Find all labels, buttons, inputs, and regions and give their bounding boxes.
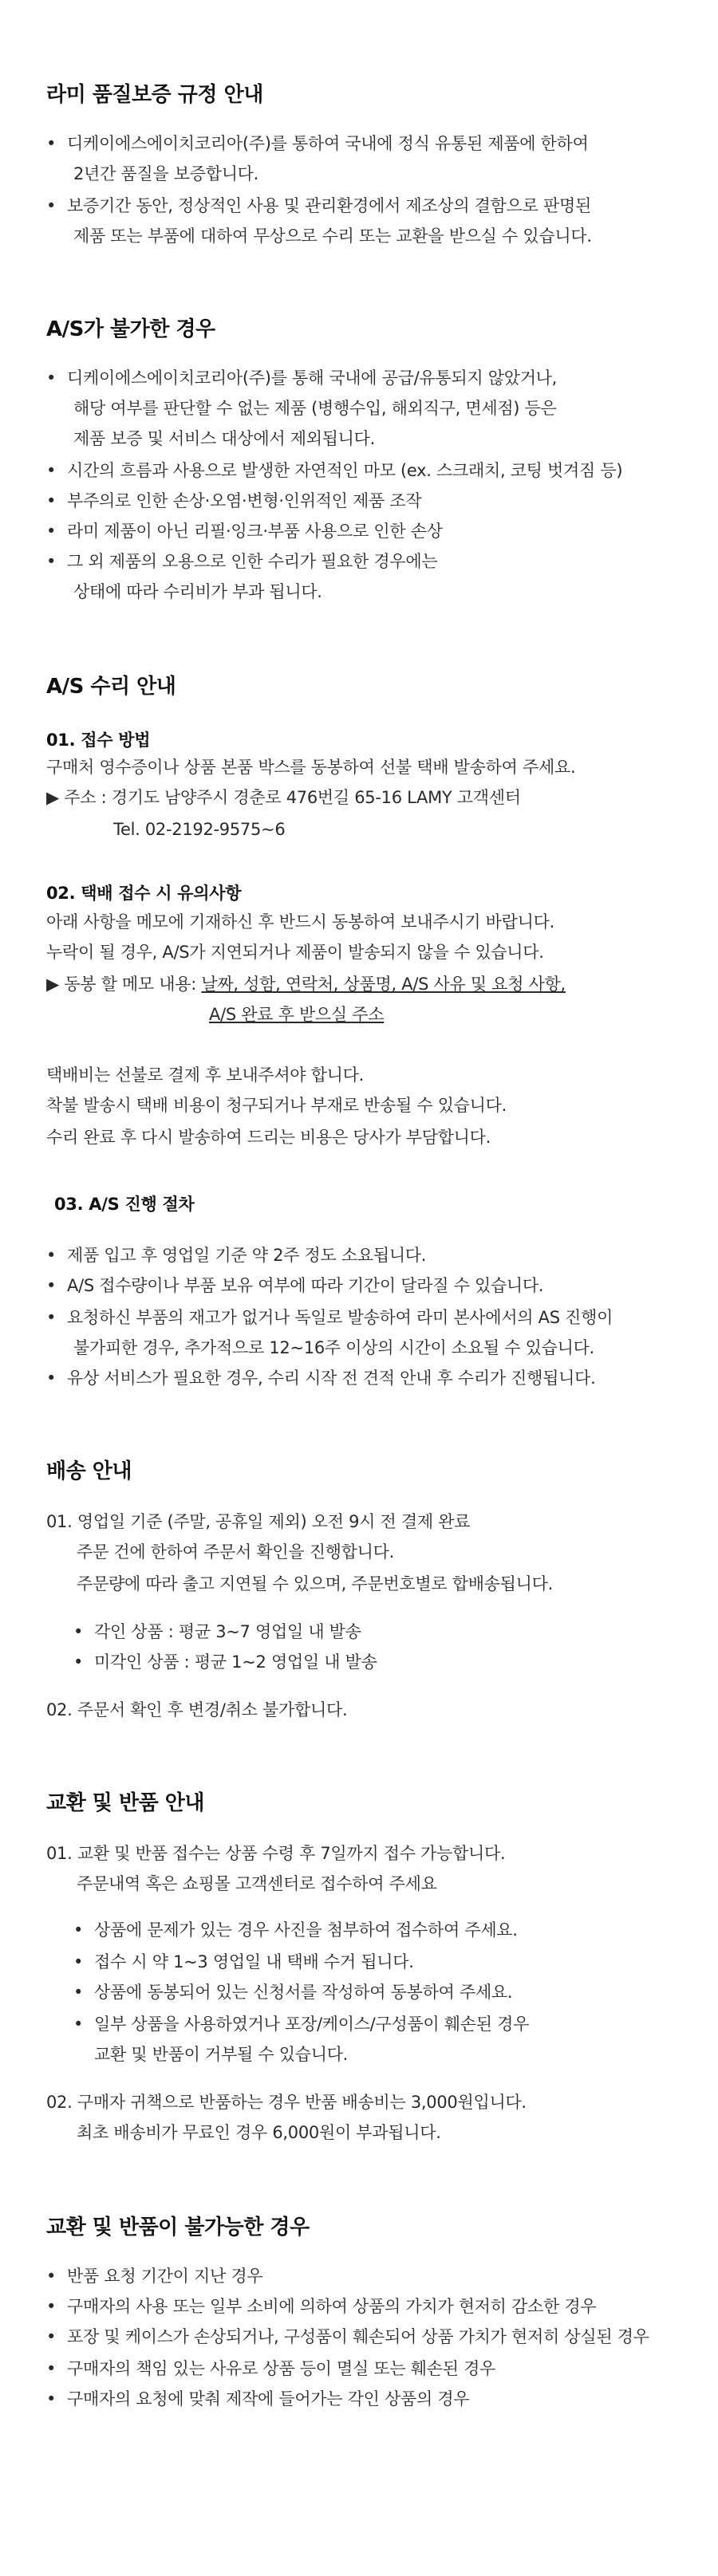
fee-line2: 착불 발송시 택배 비용이 청구되거나 부재로 반송될 수 있습니다. bbox=[46, 1096, 507, 1115]
bullet-icon: • bbox=[46, 196, 57, 215]
bullet-icon: • bbox=[46, 1308, 57, 1327]
bullet-icon: • bbox=[46, 1246, 57, 1265]
step1-tel: Tel. 02-2192-9575~6 bbox=[113, 820, 286, 839]
exchange-bullet-3: • 상품에 동봉되어 있는 신청서를 작성하여 동봉하여 주세요. bbox=[73, 1983, 513, 2002]
exchange-unavailable-item-2: • 구매자의 사용 또는 일부 소비에 의하여 상품의 가치가 현저히 감소한 경우 bbox=[46, 2297, 597, 2316]
shipping-line3: 주문량에 따라 출고 지연될 수 있으며, 주문번호별로 합배송됩니다. bbox=[77, 1574, 553, 1593]
exchange-unavailable-item-4: • 구매자의 책임 있는 사유로 상품 등이 멸실 또는 훼손된 경우 bbox=[46, 2359, 496, 2378]
step1-line1: 구매처 영수증이나 상품 본품 박스를 동봉하여 선불 택배 발송하여 주세요. bbox=[46, 758, 576, 777]
quality-item-2-cont: 제품 또는 부품에 대하여 무상으로 수리 또는 교환을 받으실 수 있습니다. bbox=[73, 226, 592, 246]
step3-item-1: • 제품 입고 후 영업일 기준 약 2주 정도 소요됩니다. bbox=[46, 1246, 427, 1265]
bullet-icon: • bbox=[73, 2015, 84, 2034]
memo-content-cont: A/S 완료 후 받으실 주소 bbox=[209, 1005, 385, 1024]
bullet-icon: • bbox=[73, 1920, 84, 1940]
step2-line2: 누락이 될 경우, A/S가 지연되거나 제품이 발송되지 않을 수 있습니다. bbox=[46, 943, 544, 962]
bullet-icon: • bbox=[46, 134, 57, 153]
bullet-icon: • bbox=[46, 552, 57, 571]
bullet-icon: • bbox=[46, 2327, 57, 2346]
shipping-bullet-1: • 각인 상품 : 평균 3~7 영업일 내 발송 bbox=[73, 1622, 361, 1641]
bullet-icon: • bbox=[46, 1276, 57, 1295]
exchange-bullet-2: • 접수 시 약 1~3 영업일 내 택배 수거 됩니다. bbox=[73, 1952, 414, 1971]
exchange-line1: 01. 교환 및 반품 접수는 상품 수령 후 7일까지 접수 가능합니다. bbox=[46, 1844, 506, 1863]
quality-title: 라미 품질보증 규정 안내 bbox=[46, 83, 263, 107]
shipping-bullet-2: • 미각인 상품 : 평균 1~2 영업일 내 발송 bbox=[73, 1652, 377, 1672]
exchange-unavailable-title: 교환 및 반품이 불가능한 경우 bbox=[46, 2216, 310, 2239]
step2-line1: 아래 사항을 메모에 기재하신 후 반드시 동봉하여 보내주시기 바랍니다. bbox=[46, 912, 554, 932]
shipping-line2: 주문 건에 한하여 주문서 확인을 진행합니다. bbox=[77, 1542, 394, 1562]
bullet-icon: • bbox=[46, 2267, 57, 2286]
quality-item-1-cont: 2년간 품질을 보증합니다. bbox=[73, 164, 259, 183]
step3-item-4: • 유상 서비스가 필요한 경우, 수리 시작 전 견적 안내 후 수리가 진행됩니다. bbox=[46, 1369, 596, 1388]
bullet-icon: • bbox=[46, 522, 57, 541]
quality-item-2: • 보증기간 동안, 정상적인 사용 및 관리환경에서 제조상의 결함으로 판명된 bbox=[46, 196, 591, 215]
bullet-icon: • bbox=[46, 491, 57, 510]
bullet-icon: • bbox=[73, 1983, 84, 2002]
shipping-line4: 02. 주문서 확인 후 변경/취소 불가합니다. bbox=[46, 1700, 348, 1719]
bullet-icon: • bbox=[46, 1369, 57, 1388]
step3-title: 03. A/S 진행 절차 bbox=[54, 1195, 195, 1214]
exchange-line3: 02. 구매자 귀책으로 반품하는 경우 반품 배송비는 3,000원입니다. bbox=[46, 2093, 527, 2112]
exchange-unavailable-item-1: • 반품 요청 기간이 지난 경우 bbox=[46, 2267, 263, 2286]
as-unavailable-item-4: • 라미 제품이 아닌 리필·잉크·부품 사용으로 인한 손상 bbox=[46, 522, 443, 541]
bullet-icon: • bbox=[73, 1952, 84, 1971]
step3-item-2: • A/S 접수량이나 부품 보유 여부에 따라 기간이 달라질 수 있습니다. bbox=[46, 1276, 544, 1295]
bullet-icon: • bbox=[46, 2359, 57, 2378]
quality-item-1: • 디케이에스에이치코리아(주)를 통하여 국내에 정식 유통된 제품에 한하여 bbox=[46, 134, 589, 153]
shipping-line1: 01. 영업일 기준 (주말, 공휴일 제외) 오전 9시 전 결제 완료 bbox=[46, 1512, 471, 1531]
bullet-icon: • bbox=[46, 2297, 57, 2316]
shipping-title: 배송 안내 bbox=[46, 1459, 132, 1483]
as-unavailable-title: A/S가 불가한 경우 bbox=[46, 317, 215, 341]
bullet-icon: • bbox=[46, 461, 57, 480]
exchange-unavailable-item-5: • 구매자의 요청에 맞춰 제작에 들어가는 각인 상품의 경우 bbox=[46, 2389, 470, 2409]
exchange-bullet-4: • 일부 상품을 사용하였거나 포장/케이스/구성품이 훼손된 경우 bbox=[73, 2015, 530, 2034]
step2-memo: ▶ 동봉 할 메모 내용: 날짜, 성함, 연락처, 상품명, A/S 사유 및 요청 사항, bbox=[46, 975, 566, 994]
step3-item-3: • 요청하신 부품의 재고가 없거나 독일로 발송하여 라미 본사에서의 AS 진행이 bbox=[46, 1308, 613, 1327]
exchange-bullet-4-cont: 교환 및 반품이 거부될 수 있습니다. bbox=[94, 2045, 349, 2064]
exchange-title: 교환 및 반품 안내 bbox=[46, 1791, 204, 1815]
exchange-unavailable-item-3: • 포장 및 케이스가 손상되거나, 구성품이 훼손되어 상품 가치가 현저히 상실된 경우 bbox=[46, 2327, 649, 2346]
exchange-line2: 주문내역 혹은 쇼핑몰 고객센터로 접수하여 주세요 bbox=[77, 1874, 437, 1893]
bullet-icon: • bbox=[46, 2389, 57, 2409]
as-unavailable-item-2: • 시간의 흐름과 사용으로 발생한 자연적인 마모 (ex. 스크래치, 코팅 벗겨짐 등) bbox=[46, 461, 623, 480]
as-unavailable-item-5: • 그 외 제품의 오용으로 인한 수리가 필요한 경우에는 bbox=[46, 552, 438, 571]
as-unavailable-item-3: • 부주의로 인한 손상·오염·변형·인위적인 제품 조작 bbox=[46, 491, 422, 510]
exchange-bullet-1: • 상품에 문제가 있는 경우 사진을 첨부하여 접수하여 주세요. bbox=[73, 1920, 518, 1940]
as-unavailable-item-1: • 디케이에스에이치코리아(주)를 통해 국내에 공급/유통되지 않았거나, bbox=[46, 368, 558, 388]
as-guide-title: A/S 수리 안내 bbox=[46, 675, 176, 699]
as-unavailable-item-1-cont2: 제품 보증 및 서비스 대상에서 제외됩니다. bbox=[73, 429, 376, 448]
exchange-line4: 최초 배송비가 무료인 경우 6,000원이 부과됩니다. bbox=[77, 2123, 441, 2142]
step1-title: 01. 접수 방법 bbox=[46, 731, 151, 750]
as-unavailable-item-1-cont: 해당 여부를 판단할 수 없는 제품 (병행수입, 해외직구, 면세점) 등은 bbox=[73, 399, 557, 418]
bullet-icon: • bbox=[73, 1652, 84, 1672]
as-unavailable-item-5-cont: 상태에 따라 수리비가 부과 됩니다. bbox=[73, 582, 322, 601]
step2-title: 02. 택배 접수 시 유의사항 bbox=[46, 884, 242, 903]
fee-line3: 수리 완료 후 다시 발송하여 드리는 비용은 당사가 부담합니다. bbox=[46, 1128, 491, 1147]
bullet-icon: • bbox=[73, 1622, 84, 1641]
memo-content: 날짜, 성함, 연락처, 상품명, A/S 사유 및 요청 사항, bbox=[201, 975, 566, 994]
step1-address: ▶ 주소 : 경기도 남양주시 경춘로 476번길 65-16 LAMY 고객센터 bbox=[46, 788, 521, 807]
step3-item-3-cont: 불가피한 경우, 추가적으로 12~16주 이상의 시간이 소요될 수 있습니다. bbox=[73, 1338, 594, 1357]
bullet-icon: • bbox=[46, 368, 57, 388]
fee-line1: 택배비는 선불로 결제 후 보내주셔야 합니다. bbox=[46, 1065, 364, 1085]
